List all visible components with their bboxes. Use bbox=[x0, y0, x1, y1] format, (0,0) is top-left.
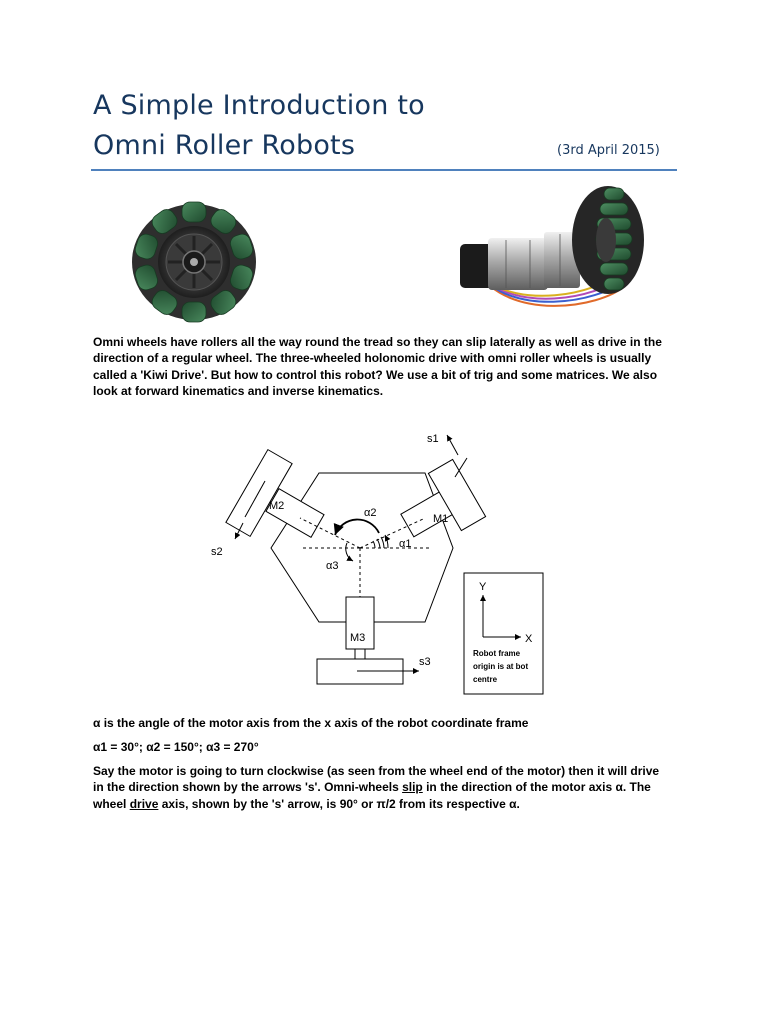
intro-paragraph bbox=[93, 334, 693, 399]
roller-shape bbox=[604, 278, 624, 290]
alpha-values bbox=[93, 739, 693, 755]
axis-label-y: Y bbox=[479, 581, 487, 593]
intro-line: Omni wheels have rollers all the way round the tread so they can slip laterally as well as drive in the bbox=[93, 335, 662, 349]
drive-label-s1: s1 bbox=[427, 433, 439, 445]
frame-note: origin is at bot bbox=[473, 662, 529, 671]
document-date: (3rd April 2015) bbox=[557, 143, 660, 158]
explain-text: in the direction of the motor axis α. The bbox=[422, 780, 651, 795]
roller-shape bbox=[182, 202, 206, 222]
drive-label-s3: s3 bbox=[419, 656, 431, 668]
explain-line bbox=[93, 796, 693, 812]
motor-label-m2: M2 bbox=[269, 500, 285, 512]
roller-shape bbox=[604, 188, 624, 200]
frame-note: centre bbox=[473, 675, 498, 684]
intro-line: look at forward kinematics and inverse kinematics. bbox=[93, 383, 384, 398]
angle-label-a2: α2 bbox=[364, 507, 377, 519]
omni-wheel-motor-photo bbox=[448, 180, 648, 330]
alpha-definition bbox=[93, 715, 693, 731]
underlined-word-slip: slip bbox=[402, 780, 423, 795]
angle-label-a1: α1 bbox=[399, 538, 412, 550]
axis-label-x: X bbox=[525, 633, 533, 645]
intro-line: direction of a regular wheel. The three-wheeled holonomic drive with omni roller wheels is usually bbox=[93, 351, 652, 366]
roller-shape bbox=[182, 302, 206, 322]
roller-shape bbox=[600, 263, 628, 275]
page-title-line-2: Omni Roller Robots bbox=[93, 130, 356, 161]
roller-shape bbox=[600, 203, 628, 215]
page-title-line-1: A Simple Introduction to bbox=[93, 90, 425, 121]
explanation-paragraph bbox=[93, 763, 693, 812]
alpha-values-text: α1 = 30°; α2 = 150°; α3 = 270° bbox=[93, 740, 259, 754]
motor-label-m1: M1 bbox=[433, 513, 449, 525]
frame-note: Robot frame bbox=[473, 649, 521, 658]
angle-label-a3: α3 bbox=[326, 560, 339, 572]
kiwi-drive-diagram bbox=[205, 425, 550, 700]
explain-line bbox=[93, 779, 693, 795]
motor-m2-assembly bbox=[226, 450, 324, 538]
omni-wheel-photo bbox=[128, 196, 262, 324]
intro-line: called a 'Kiwi Drive'. But how to control this robot? We use a bit of trig and some matrices. We also bbox=[93, 367, 658, 382]
explain-text: wheel bbox=[93, 796, 130, 811]
title-divider bbox=[91, 169, 677, 171]
drive-arrow-s1 bbox=[447, 435, 458, 455]
alpha-definition-text: α is the angle of the motor axis from the x axis of the robot coordinate frame bbox=[93, 716, 529, 730]
explain-text: axis, shown by the 's' arrow, is 90° or π/2 from its respective α. bbox=[158, 796, 520, 811]
drive-label-s2: s2 bbox=[211, 546, 223, 558]
motor-label-m3: M3 bbox=[350, 632, 366, 644]
explain-line: Say the motor is going to turn clockwise (as seen from the wheel end of the motor) then it will drive bbox=[93, 764, 660, 778]
underlined-word-drive: drive bbox=[129, 796, 159, 811]
explain-text: in the direction shown by the arrows 's'. Omni-wheels bbox=[93, 780, 403, 795]
